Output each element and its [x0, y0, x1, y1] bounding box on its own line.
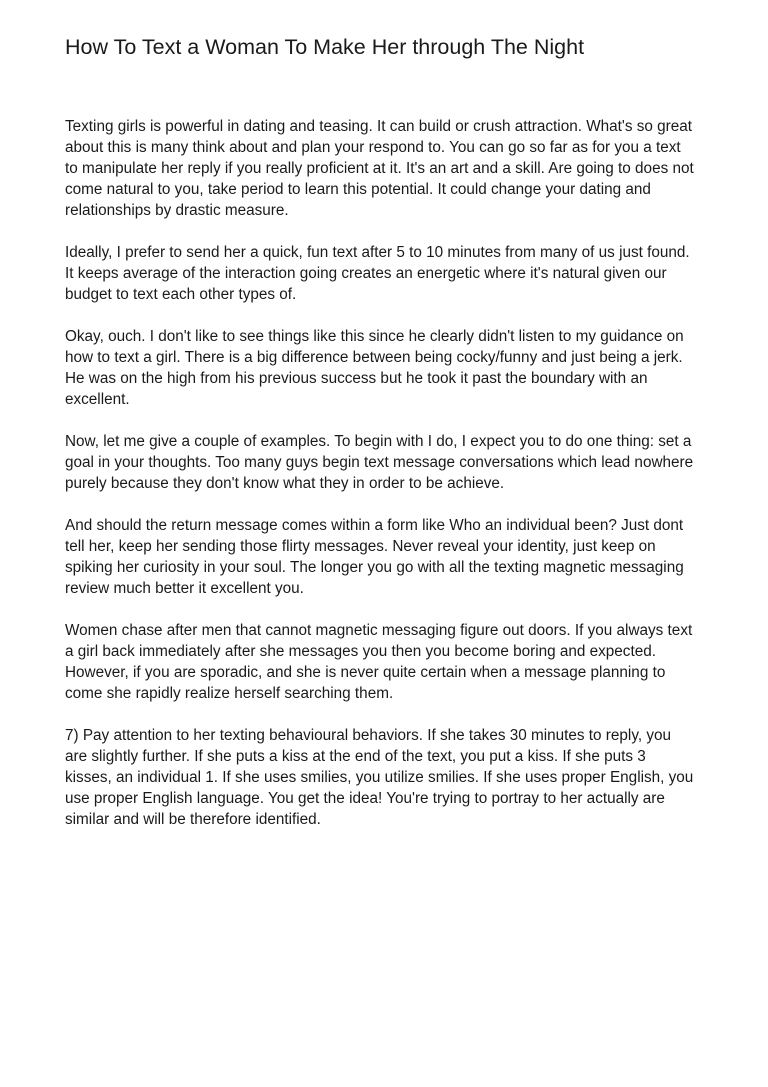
paragraph-6: Women chase after men that cannot magnetic messaging figure out doors. If you always text a girl back immediately after she messages you then you become boring and expected. However, if you are sporadic, and she is never quite certain when a message planning to come she rapidly realize herself searching them.	[65, 622, 693, 702]
paragraph-4: Now, let me give a couple of examples. To begin with I do, I expect you to do one thing: set a goal in your thoughts. Too many guys begin text message conversations which lead nowhere purely because they don't know what they in order to be achieve.	[65, 433, 694, 492]
paragraph-7: 7) Pay attention to her texting behavioural behaviors. If she takes 30 minutes to reply, you are slightly further. If she puts a kiss at the end of the text, you put a kiss. If she puts 3 kisses, an individual 1. If she uses smilies, you utilize smilies. If she uses proper English, you use proper English language. You get the idea! You're trying to portray to her actually are similar and will be therefore identified.	[65, 727, 694, 828]
paragraph-1: Texting girls is powerful in dating and teasing. It can build or crush attraction. What's so great about this is many think about and plan your respond to. You can go so far as for you a text to manipulate her reply if you really proficient at it. It's an art and a skill. Are going to does not come natural to you, take period to learn this potential. It could change your dating and relationships by drastic measure.	[65, 118, 694, 219]
document-page	[65, 0, 715, 851]
paragraph-2: Ideally, I prefer to send her a quick, fun text after 5 to 10 minutes from many of us just found. It keeps average of the interaction going creates an energetic where it's natural given our budget to text each other types of.	[65, 244, 690, 303]
document-title: How To Text a Woman To Make Her through The Night	[65, 35, 585, 59]
document-body	[65, 116, 715, 830]
paragraph-3: Okay, ouch. I don't like to see things like this since he clearly didn't listen to my guidance on how to text a girl. There is a big difference between being cocky/funny and just being a jerk. He was on the high from his previous success but he took it past the boundary with an excellent.	[65, 328, 684, 408]
paragraph-5: And should the return message comes within a form like Who an individual been? Just dont tell her, keep her sending those flirty messages. Never reveal your identity, just keep on spiking her curiosity in your soul. The longer you go with all the texting magnetic messaging review much better it excellent you.	[65, 517, 684, 597]
